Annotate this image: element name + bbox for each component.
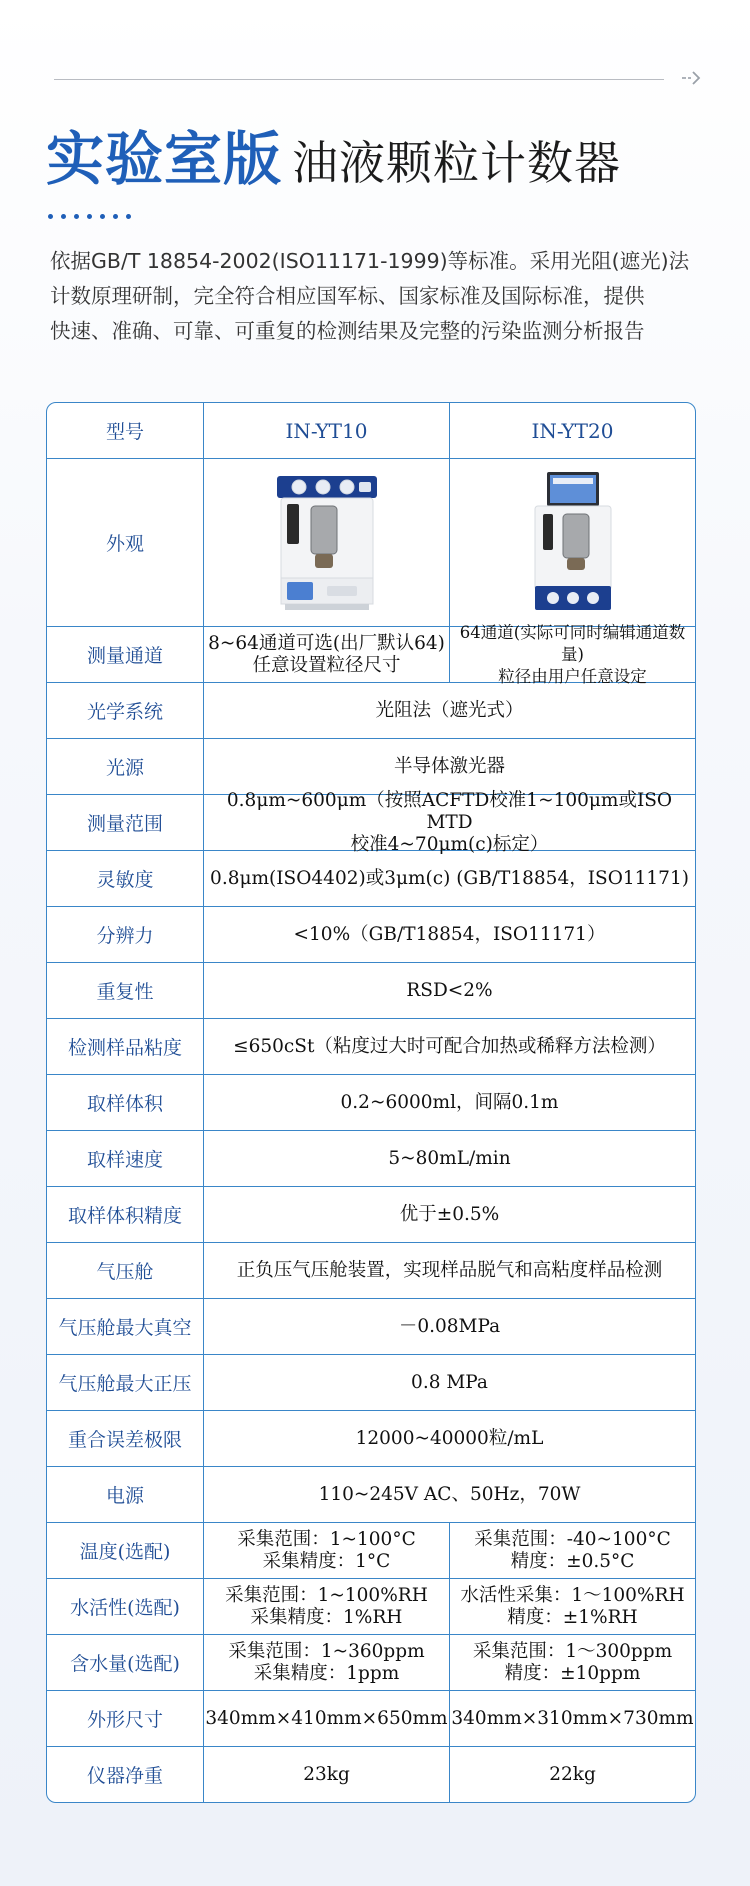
row-value: 正负压气压舱装置，实现样品脱气和高粘度样品检测 [236, 1259, 663, 1281]
cell-line: 0.8μm~600μm（按照ACFTD校准1~100μm或ISO MTD [226, 789, 673, 833]
cell-line: 采集范围：1~360ppm [228, 1640, 425, 1662]
row-label: 气压舱最大正压 [47, 1355, 204, 1410]
cell-line: 采集范围：1~100%RH [225, 1584, 428, 1606]
title-rest: 油液颗粒计数器 [292, 136, 622, 190]
table-row-water-activity [47, 1578, 695, 1634]
page-title [46, 112, 621, 196]
row-label: 取样速度 [47, 1131, 204, 1186]
row-value: 0.8 MPa [411, 1371, 488, 1393]
cell-line: 采集精度：1°C [262, 1550, 391, 1572]
row-label: 分辨力 [47, 907, 204, 962]
row-label: 测量范围 [47, 795, 204, 850]
temp-b [450, 1523, 695, 1578]
cell-line: 64通道(实际可同时编辑通道数量) [459, 622, 686, 664]
channels-a [204, 627, 450, 682]
row-label: 重合误差极限 [47, 1411, 204, 1466]
dims-b: 340mm×310mm×730mm [451, 1707, 694, 1729]
table-row-dimensions [47, 1690, 695, 1746]
row-value: 0.8μm(ISO4402)或3μm(c) (GB/T18854，ISO11171) [210, 867, 689, 889]
row-label: 型号 [47, 403, 204, 458]
top-divider [54, 79, 664, 80]
temp-a [204, 1523, 450, 1578]
table-row-sensitivity [47, 850, 695, 906]
water-act-a [204, 1579, 450, 1634]
row-value: 0.2~6000ml，间隔0.1m [340, 1091, 559, 1113]
particle-counter-yt10-image [267, 468, 387, 618]
intro-line: 快速、准确、可靠、可重复的检测结果及完整的污染监测分析报告 [50, 319, 645, 343]
table-row-light [47, 738, 695, 794]
model-a: IN-YT10 [204, 403, 450, 458]
row-value: 光阻法（遮光式） [375, 699, 524, 721]
weight-b: 22kg [549, 1763, 596, 1785]
row-label: 光学系统 [47, 683, 204, 738]
table-row-model [47, 403, 695, 458]
row-label: 温度(选配) [47, 1523, 204, 1578]
table-row-temp [47, 1522, 695, 1578]
cell-line: 校准4~70μm(c)标定） [350, 833, 549, 855]
table-row-channels [47, 622, 695, 686]
row-label: 气压舱最大真空 [47, 1299, 204, 1354]
table-row-range [47, 789, 695, 855]
row-value [204, 789, 695, 855]
model-b-image-cell [450, 459, 695, 626]
particle-counter-yt20-image [513, 468, 633, 618]
table-row-viscosity [47, 1018, 695, 1074]
table-row-volume-accuracy [47, 1186, 695, 1242]
table-row-pressure [47, 1354, 695, 1410]
table-row-power [47, 1466, 695, 1522]
row-value: ≤650cSt（粘度过大时可配合加热或稀释方法检测） [233, 1035, 666, 1057]
water-a [204, 1635, 450, 1690]
water-b [450, 1635, 695, 1690]
intro-line: 计数原理研制，完全符合相应国军标、国家标准及国际标准，提供 [50, 284, 645, 308]
row-label: 取样体积 [47, 1075, 204, 1130]
weight-a: 23kg [204, 1747, 450, 1802]
cell-line: 采集精度：1ppm [253, 1662, 400, 1684]
table-row-vacuum [47, 1298, 695, 1354]
row-value: 5~80mL/min [388, 1147, 511, 1169]
row-label: 取样体积精度 [47, 1187, 204, 1242]
table-row-repeatability [47, 962, 695, 1018]
table-row-optics [47, 682, 695, 738]
cell-line: 采集范围：-40~100°C [474, 1528, 671, 1550]
cell-line: 8~64通道可选(出厂默认64) [208, 632, 445, 654]
cell-line: 任意设置粒径尺寸 [252, 654, 401, 676]
cell-line: 水活性采集：1～100%RH [460, 1584, 685, 1606]
cell-line: 采集精度：1%RH [250, 1606, 403, 1628]
cell-line: 精度：±0.5°C [510, 1550, 635, 1572]
intro-text [50, 244, 700, 349]
table-row-coincidence [47, 1410, 695, 1466]
cell-line: 采集范围：1~100°C [237, 1528, 416, 1550]
dims-a: 340mm×410mm×650mm [204, 1691, 450, 1746]
row-value: 12000~40000粒/mL [355, 1427, 544, 1449]
cell-line: 精度：±10ppm [504, 1662, 641, 1684]
water-act-b [450, 1579, 695, 1634]
row-label: 电源 [47, 1467, 204, 1522]
row-label: 灵敏度 [47, 851, 204, 906]
row-label: 含水量(选配) [47, 1635, 204, 1690]
table-row-water [47, 1634, 695, 1690]
cell-line: 精度：±1%RH [507, 1606, 638, 1628]
cell-line: 采集范围：1～300ppm [472, 1640, 673, 1662]
title-highlight: 实验室版 [46, 125, 283, 193]
decorative-dots [48, 214, 131, 219]
row-value: －0.08MPa [398, 1315, 501, 1337]
table-row-chamber [47, 1242, 695, 1298]
row-value: <10%（GB/T18854，ISO11171） [293, 923, 606, 945]
table-row-speed [47, 1130, 695, 1186]
row-value: 半导体激光器 [393, 755, 505, 777]
spec-table [46, 402, 696, 1803]
model-a-image-cell [204, 459, 450, 626]
row-label: 重复性 [47, 963, 204, 1018]
chevron-right-dashed-icon[interactable] [680, 66, 704, 90]
row-label: 仪器净重 [47, 1747, 204, 1802]
table-row-resolution [47, 906, 695, 962]
row-label: 气压舱 [47, 1243, 204, 1298]
cell-line: 粒径由用户任意设定 [498, 666, 647, 686]
table-row-volume [47, 1074, 695, 1130]
row-label: 外观 [47, 459, 204, 626]
model-b: IN-YT20 [531, 418, 614, 443]
row-value: 110~245V AC、50Hz，70W [318, 1483, 581, 1505]
row-value: 优于±0.5% [399, 1203, 500, 1225]
row-label: 检测样品粘度 [47, 1019, 204, 1074]
row-label: 水活性(选配) [47, 1579, 204, 1634]
intro-line: 依据GB/T 18854-2002(ISO11171-1999)等标准。采用光阻(遮光)法 [50, 249, 690, 273]
table-row-weight [47, 1746, 695, 1802]
row-value: RSD<2% [406, 979, 493, 1001]
channels-b [450, 622, 695, 686]
row-label: 测量通道 [47, 627, 204, 682]
row-label: 光源 [47, 739, 204, 794]
row-label: 外形尺寸 [47, 1691, 204, 1746]
table-row-appearance [47, 458, 695, 626]
